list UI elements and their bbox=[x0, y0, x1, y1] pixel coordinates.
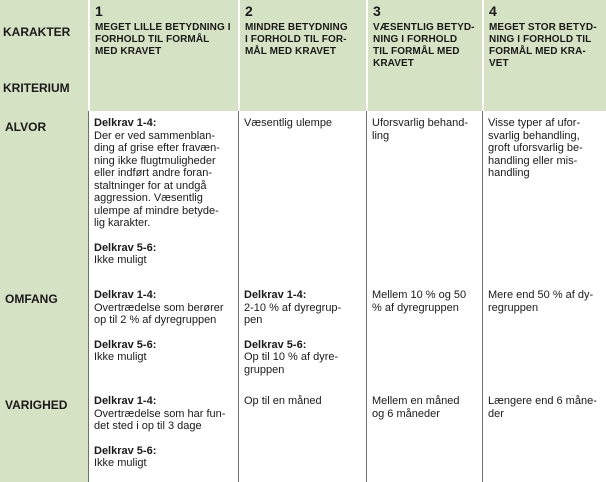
delkrav-label: Delkrav 5-6: bbox=[244, 338, 307, 351]
column-number: 3 bbox=[373, 3, 381, 19]
cell-text: Uforsvarlig behand- ling bbox=[372, 117, 468, 142]
column-header-3 bbox=[366, 0, 482, 111]
cell-text: Mere end 50 % af dy- regruppen bbox=[488, 289, 594, 314]
cell-text: Væsentlig ulempe bbox=[244, 117, 333, 129]
column-header-2 bbox=[238, 0, 366, 111]
cell-text: Overtrædelse som berører op til 2 % af dyregruppen bbox=[94, 301, 224, 326]
column-heading: MINDRE BETYDNING I FORHOLD TIL FOR- MÅL MED KRAVET bbox=[245, 22, 348, 57]
delkrav-label: Delkrav 1-4: bbox=[244, 289, 307, 301]
cell-varighed-2 bbox=[238, 389, 366, 482]
karakter-label: KARAKTER bbox=[3, 25, 71, 39]
row-header-varighed bbox=[0, 389, 88, 482]
column-heading: VÆSENTLIG BETYD- NING I FORHOLD TIL FORMÅL MED KRAVET bbox=[373, 22, 475, 69]
cell-alvor-2 bbox=[238, 111, 366, 283]
cell-varighed-1 bbox=[88, 389, 238, 482]
cell-text: Visse typer af ufor- svarlig behandling, groft uforsvarlig be- handling eller mis- handling bbox=[488, 117, 583, 179]
cell-text: Mellem 10 % og 50 % af dyregruppen bbox=[372, 289, 467, 314]
cell-alvor-4 bbox=[482, 111, 606, 283]
column-number: 2 bbox=[245, 3, 253, 19]
row-header-omfang bbox=[0, 283, 88, 389]
delkrav-label: Delkrav 1-4: bbox=[94, 117, 157, 129]
cell-text: Ikke muligt bbox=[94, 457, 147, 469]
row-label: VARIGHED bbox=[5, 398, 68, 412]
cell-varighed-4 bbox=[482, 389, 606, 482]
kriterium-label: KRITERIUM bbox=[3, 81, 70, 95]
delkrav-label: Delkrav 5-6: bbox=[94, 338, 157, 351]
row-label: ALVOR bbox=[5, 120, 47, 134]
delkrav-label: Delkrav 1-4: bbox=[94, 395, 157, 407]
delkrav-label: Delkrav 5-6: bbox=[94, 241, 157, 254]
row-header-alvor bbox=[0, 111, 88, 283]
cell-text: Overtrædelse som har fun- det sted i op til 3 dage bbox=[94, 407, 226, 432]
delkrav-label: Delkrav 5-6: bbox=[94, 444, 157, 457]
cell-text: 2-10 % af dyregrup- pen bbox=[244, 301, 342, 326]
column-number: 1 bbox=[95, 3, 103, 19]
cell-text: Der er ved sammenblan- ding af grise efter fravæn- ning ikke flugtmuligheder eller indført andre foran- staltninger for at undgå aggression. Væsentlig ulempe af mindre betyde- lig karakter. bbox=[94, 129, 220, 229]
column-header-1 bbox=[88, 0, 238, 111]
delkrav-label: Delkrav 1-4: bbox=[94, 289, 157, 301]
cell-alvor-3 bbox=[366, 111, 482, 283]
cell-text: Længere end 6 måne- der bbox=[488, 395, 597, 420]
column-heading: MEGET LILLE BETYDNING I FORHOLD TIL FORMÅL MED KRAVET bbox=[95, 22, 231, 57]
cell-omfang-2 bbox=[238, 283, 366, 389]
cell-omfang-4 bbox=[482, 283, 606, 389]
cell-alvor-1 bbox=[88, 111, 238, 283]
cell-text: Mellem en måned og 6 måneder bbox=[372, 395, 460, 420]
column-header-4 bbox=[482, 0, 606, 111]
corner-header bbox=[0, 0, 88, 111]
cell-text: Ikke muligt bbox=[94, 254, 147, 266]
cell-text: Ikke muligt bbox=[94, 351, 147, 363]
cell-text: Op til en måned bbox=[244, 395, 322, 407]
cell-text: Op til 10 % af dyre- gruppen bbox=[244, 351, 339, 376]
cell-omfang-1 bbox=[88, 283, 238, 389]
cell-varighed-3 bbox=[366, 389, 482, 482]
row-label: OMFANG bbox=[5, 292, 58, 306]
cell-omfang-3 bbox=[366, 283, 482, 389]
column-heading: MEGET STOR BETYD- NING I FORHOLD TIL FORMÅL MED KRA- VET bbox=[489, 22, 597, 69]
column-number: 4 bbox=[489, 3, 497, 19]
